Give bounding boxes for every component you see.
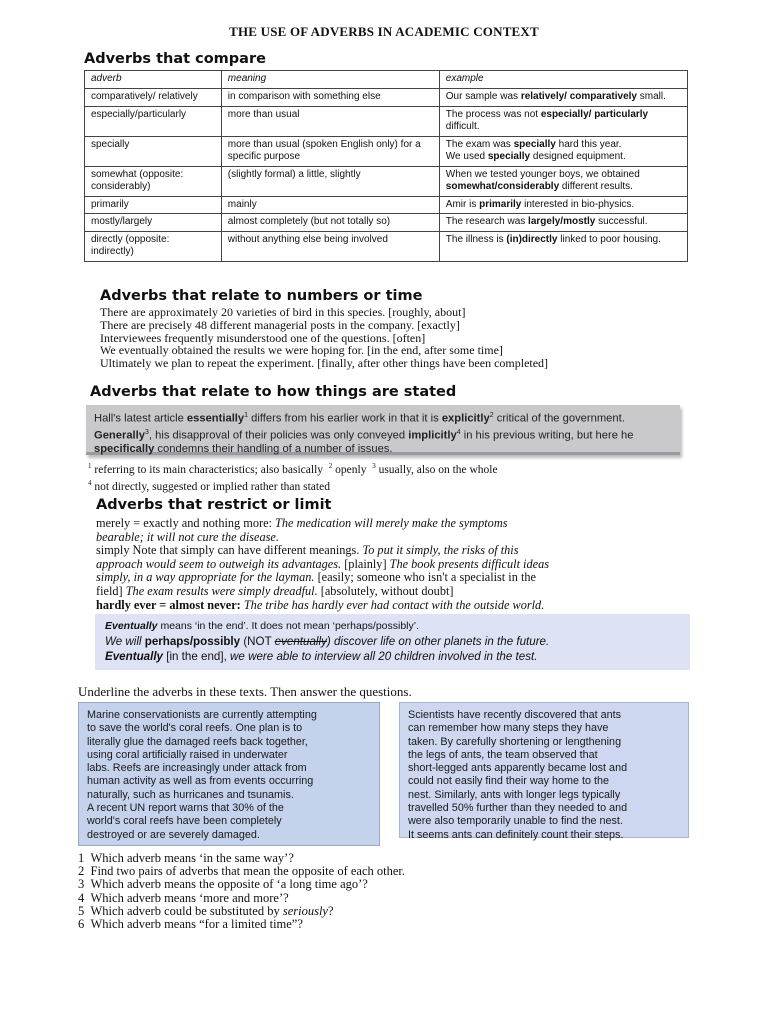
- table-row: [85, 166, 688, 196]
- exercise-instruction: Underline the adverbs in these texts. Then answer the questions.: [78, 684, 412, 699]
- coral-reefs-text: Marine conservationists are currently attempting to save the world's coral reefs. One plan is to literally glue the damaged reefs back together, using coral artificially raised in underwater labs. Reefs are increasingly under attack from human activity as well as from events occurring naturally, such as hurricanes and tsunamis. A recent UN report warns that 30% of the world's coral reefs have been completely destroyed or are severely damaged.: [78, 702, 380, 846]
- cell-meaning: without anything else being involved: [221, 231, 439, 261]
- heading-adverbs-restrict: Adverbs that restrict or limit: [96, 497, 332, 513]
- cell-example: The research was largely/mostly successful.: [439, 214, 687, 232]
- cell-meaning: more than usual: [221, 106, 439, 136]
- cell-meaning: (slightly formal) a little, slightly: [221, 166, 439, 196]
- numbers-line: There are approximately 20 varieties of bird in this species. [roughly, about]: [100, 305, 466, 319]
- numbers-line: There are precisely 48 different managerial posts in the company. [exactly]: [100, 317, 460, 332]
- cell-meaning: almost completely (but not totally so): [221, 214, 439, 232]
- cell-example: When we tested younger boys, we obtained somewhat/considerably different results.: [439, 166, 687, 196]
- cell-adverb: primarily: [85, 196, 222, 214]
- stated-footnotes: $^1$ referring to its main characteristics; also basically $^2$ openly $^3$ usually, also on the whole $^4$ not directly, suggested or implied rather than stated: [88, 462, 498, 493]
- table-row: [85, 136, 688, 166]
- table-row: [85, 231, 688, 261]
- table-header-row: [85, 71, 688, 89]
- stated-example-box: Hall's latest article essentially$^1$ differs from his earlier work in that it is explicitly$^2$ critical of the government. Generally$^3$, his disapproval of their policies was only conveyed implicitly$^4$ in his previous writing, but here he specifically condemns their handling of a number of issues.: [86, 405, 680, 455]
- heading-adverbs-how-stated: Adverbs that relate to how things are stated: [90, 384, 457, 400]
- simply-line: approach would seem to outweigh its advantages. [plainly] The book presents difficult ideas: [96, 556, 550, 571]
- cell-adverb: directly (opposite: indirectly): [85, 231, 222, 261]
- cell-example: Amir is primarily interested in bio-physics.: [439, 196, 687, 214]
- simply-line: simply Note that simply can have different meanings. To put it simply, the risks of this: [96, 543, 519, 558]
- table-row: [85, 196, 688, 214]
- simply-line: simply, in a way appropriate for the layman. [easily; someone who isn't a specialist in the: [96, 570, 536, 585]
- heading-adverbs-compare: Adverbs that compare: [84, 51, 266, 67]
- compare-table: [84, 70, 688, 262]
- cell-adverb: mostly/largely: [85, 214, 222, 232]
- merely-line: bearable; it will not cure the disease.: [96, 529, 279, 544]
- cell-adverb: specially: [85, 136, 222, 166]
- cell-example: The illness is (in)directly linked to poor housing.: [439, 231, 687, 261]
- page-title: THE USE OF ADVERBS IN ACADEMIC CONTEXT: [229, 24, 539, 39]
- table-row: [85, 214, 688, 232]
- numbers-examples: [100, 306, 548, 370]
- col-header-meaning: meaning: [221, 71, 439, 89]
- cell-adverb: comparatively/ relatively: [85, 89, 222, 107]
- cell-example: The process was not especially/ particularly difficult.: [439, 106, 687, 136]
- cell-adverb: somewhat (opposite: considerably): [85, 166, 222, 196]
- numbers-line: Interviewees frequently misunderstood one of the questions. [often]: [100, 330, 426, 345]
- numbers-line: Ultimately we plan to repeat the experiment. [finally, after other things have been completed]: [100, 356, 549, 371]
- cell-example: Our sample was relatively/ comparatively small.: [439, 89, 687, 107]
- cell-adverb: especially/particularly: [85, 106, 222, 136]
- heading-adverbs-numbers-time: Adverbs that relate to numbers or time: [100, 288, 423, 304]
- col-header-example: example: [439, 71, 687, 89]
- question-item: 6 Which adverb means “for a limited time”?: [78, 917, 303, 932]
- merely-line: merely = exactly and nothing more: The medication will merely make the symptoms: [96, 516, 508, 530]
- question-item: 4 Which adverb means ‘more and more’?: [78, 890, 289, 905]
- question-item: 2 Find two pairs of adverbs that mean the opposite of each other.: [78, 864, 406, 879]
- cell-example: The exam was specially hard this year. We used specially designed equipment.: [439, 136, 687, 166]
- restrict-examples: [96, 517, 549, 612]
- cell-meaning: in comparison with something else: [221, 89, 439, 107]
- table-row: [85, 106, 688, 136]
- col-header-adverb: adverb: [85, 71, 222, 89]
- question-item: 5 Which adverb could be substituted by seriously?: [78, 903, 334, 918]
- simply-line: field] The exam results were simply dreadful. [absolutely, without doubt]: [96, 583, 454, 598]
- eventually-note-box: Eventually means ‘in the end’. It does not mean ‘perhaps/possibly’. We will perhaps/possibly (NOT eventually) discover life on other planets in the future. Eventually [in the end], we were able to interview all 20 children involved in the test.: [95, 614, 690, 670]
- numbers-line: We eventually obtained the results we were hoping for. [in the end, after some time]: [100, 343, 503, 358]
- cell-meaning: mainly: [221, 196, 439, 214]
- question-item: 3 Which adverb means the opposite of ‘a long time ago’?: [78, 877, 368, 892]
- ants-text: Scientists have recently discovered that ants can remember how many steps they have taken. By carefully shortening or lengthening the legs of ants, the team observed that short-legged ants apparently became lost and could not easily find their way home to the nest. Similarly, ants with longer legs typically travelled 50% further than they needed to and were also temporarily unable to find the nest. It seems ants can definitely count their steps.: [399, 702, 689, 838]
- question-list: [78, 852, 405, 931]
- question-item: 1 Which adverb means ‘in the same way’?: [78, 851, 294, 865]
- cell-meaning: more than usual (spoken English only) for a specific purpose: [221, 136, 439, 166]
- table-row: [85, 89, 688, 107]
- hardly-line: hardly ever = almost never: The tribe has hardly ever had contact with the outside world.: [96, 597, 545, 612]
